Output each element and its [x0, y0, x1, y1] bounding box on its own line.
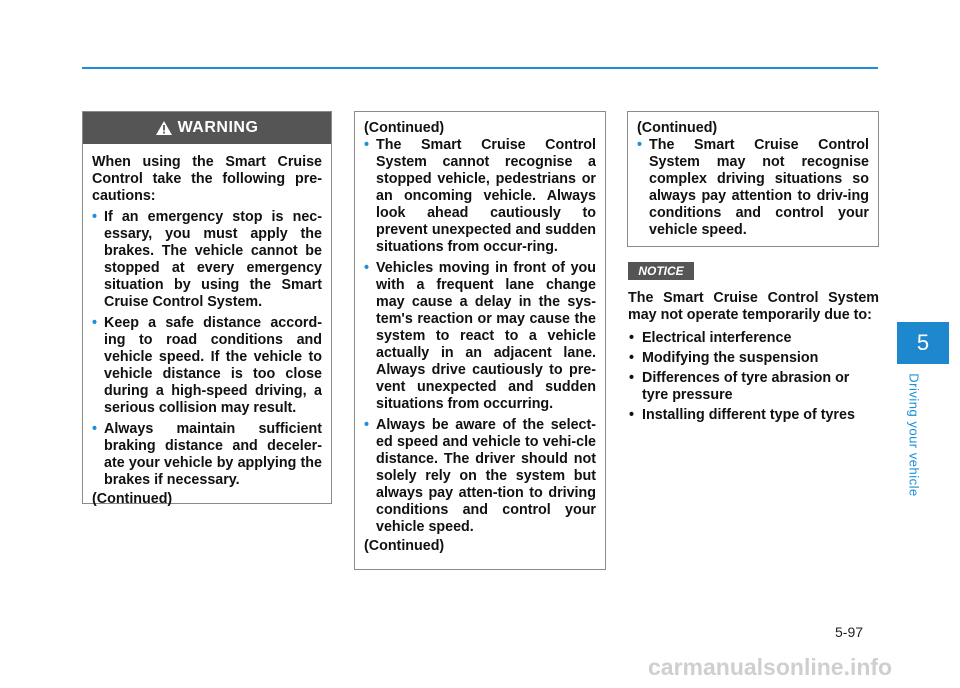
warning-continued-box: [627, 111, 879, 247]
notice-item: • Installing different type of tyres: [628, 407, 879, 424]
notice-intro: The Smart Cruise Control System may not operate temporarily due to:: [628, 290, 879, 323]
warning-item: • Keep a safe distance accord-ing to road conditions and vehicle speed. If the vehicle to vehicle distance is too close during a high-speed driving, a serious collision may result.: [92, 315, 322, 417]
warning-item: • Always maintain sufficient braking distance and deceler-ate your vehicle by applying the brakes if necessary.: [92, 421, 322, 489]
watermark: carmanualsonline.info: [648, 654, 893, 680]
warning-label: WARNING: [177, 119, 259, 136]
warning-continued-box: [354, 111, 606, 570]
page-number: 5-97: [835, 624, 864, 640]
notice-item: • Modifying the suspension: [628, 350, 879, 367]
warning-item: • Vehicles moving in front of you with a frequent lane change may cause a delay in the sys-tem's reaction or may cause the system to react to a vehicle actually in an adjacent lane. Always drive cautiously to pre-vent unexpected and sudden situations from occurring.: [364, 260, 596, 413]
chapter-side-label: [904, 370, 924, 500]
warning-header: [83, 112, 331, 144]
warning-item: • If an emergency stop is nec-essary, you must apply the brakes. The vehicle cannot be stopped at every emergency situation by using the Smart Cruise Control System.: [92, 209, 322, 311]
continued-label: (Continued): [637, 120, 718, 136]
warning-list: [637, 137, 869, 239]
continued-label: (Continued): [364, 120, 445, 136]
continued-label: (Continued): [364, 538, 445, 554]
notice-item: • Differences of tyre abrasion or tyre pressure: [628, 370, 879, 404]
notice-badge: NOTICE: [628, 262, 694, 280]
notice-list: [628, 330, 879, 424]
chapter-tab[interactable]: 5: [897, 322, 949, 364]
notice-item: • Electrical interference: [628, 330, 879, 347]
warning-intro: When using the Smart Cruise Control take the following pre-cautions:: [92, 154, 322, 204]
chapter-title: Driving your vehicle: [906, 373, 922, 497]
warning-list: [92, 209, 322, 489]
notice-body: [628, 290, 879, 427]
warning-item: • The Smart Cruise Control System may not recognise complex driving situations so always pay attention to driv-ing conditions and control your vehicle speed.: [637, 137, 869, 239]
warning-triangle-icon: [156, 121, 172, 135]
warning-item: • Always be aware of the select-ed speed and vehicle to vehi-cle distance. The driver should not solely rely on the system but always pay atten-tion to driving conditions and control your vehicle speed.: [364, 417, 596, 536]
warning-list: [364, 137, 596, 536]
warning-item: • The Smart Cruise Control System cannot recognise a stopped vehicle, pedestrians or an oncoming vehicle. Always look ahead cautiously to prevent unexpected and sudden situations from occur-ring.: [364, 137, 596, 256]
warning-box: [82, 111, 332, 507]
top-rule: [82, 67, 878, 69]
continued-label: (Continued): [92, 491, 173, 507]
